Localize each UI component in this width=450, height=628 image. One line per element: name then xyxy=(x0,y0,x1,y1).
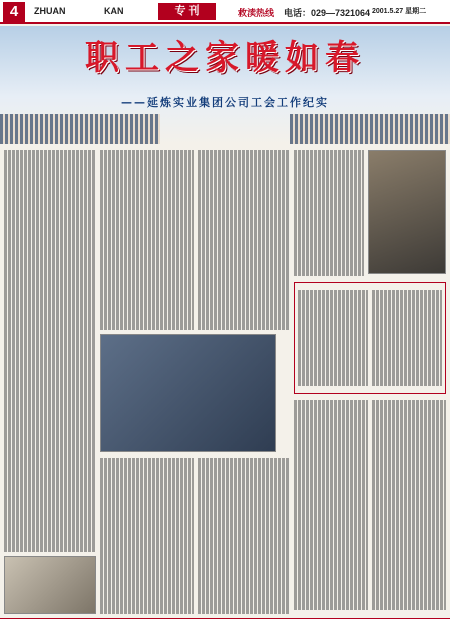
photo-center-ceremony xyxy=(100,334,276,452)
choir-photo-left xyxy=(0,114,160,144)
headline-subtitle: ——延炼实业集团公司工会工作纪实 xyxy=(121,96,329,109)
article-column-6 xyxy=(372,400,446,614)
sidebar-box-text-right xyxy=(372,290,442,390)
page-number: 4 xyxy=(3,2,25,22)
headline-title: 职工之家暖如春 xyxy=(85,38,365,78)
section-tag: 专 刊 xyxy=(158,3,216,20)
paper-name-2: KAN xyxy=(104,6,124,16)
article-column-1 xyxy=(4,150,96,552)
article-column-2-top xyxy=(100,150,194,330)
paper-name: ZHUAN xyxy=(34,6,66,16)
photo-portrait-right xyxy=(368,150,446,274)
article-column-3-top xyxy=(198,150,290,330)
article-column-4-top xyxy=(294,150,364,278)
issue-date: 2001.5.27 星期二 xyxy=(372,8,427,15)
article-column-3-bottom xyxy=(198,458,290,614)
page-footer xyxy=(0,618,450,628)
headline-banner xyxy=(0,26,450,144)
choir-photo-right xyxy=(290,114,450,144)
page-header xyxy=(0,0,450,24)
hotline-label: 救渎热线 xyxy=(238,8,275,18)
phone-number: 电话：029—7321064 xyxy=(284,8,371,18)
photo-bottom-left xyxy=(4,556,96,614)
article-column-2-bottom xyxy=(100,458,194,614)
sidebar-box-text-left xyxy=(298,290,368,390)
article-column-5 xyxy=(294,400,368,614)
